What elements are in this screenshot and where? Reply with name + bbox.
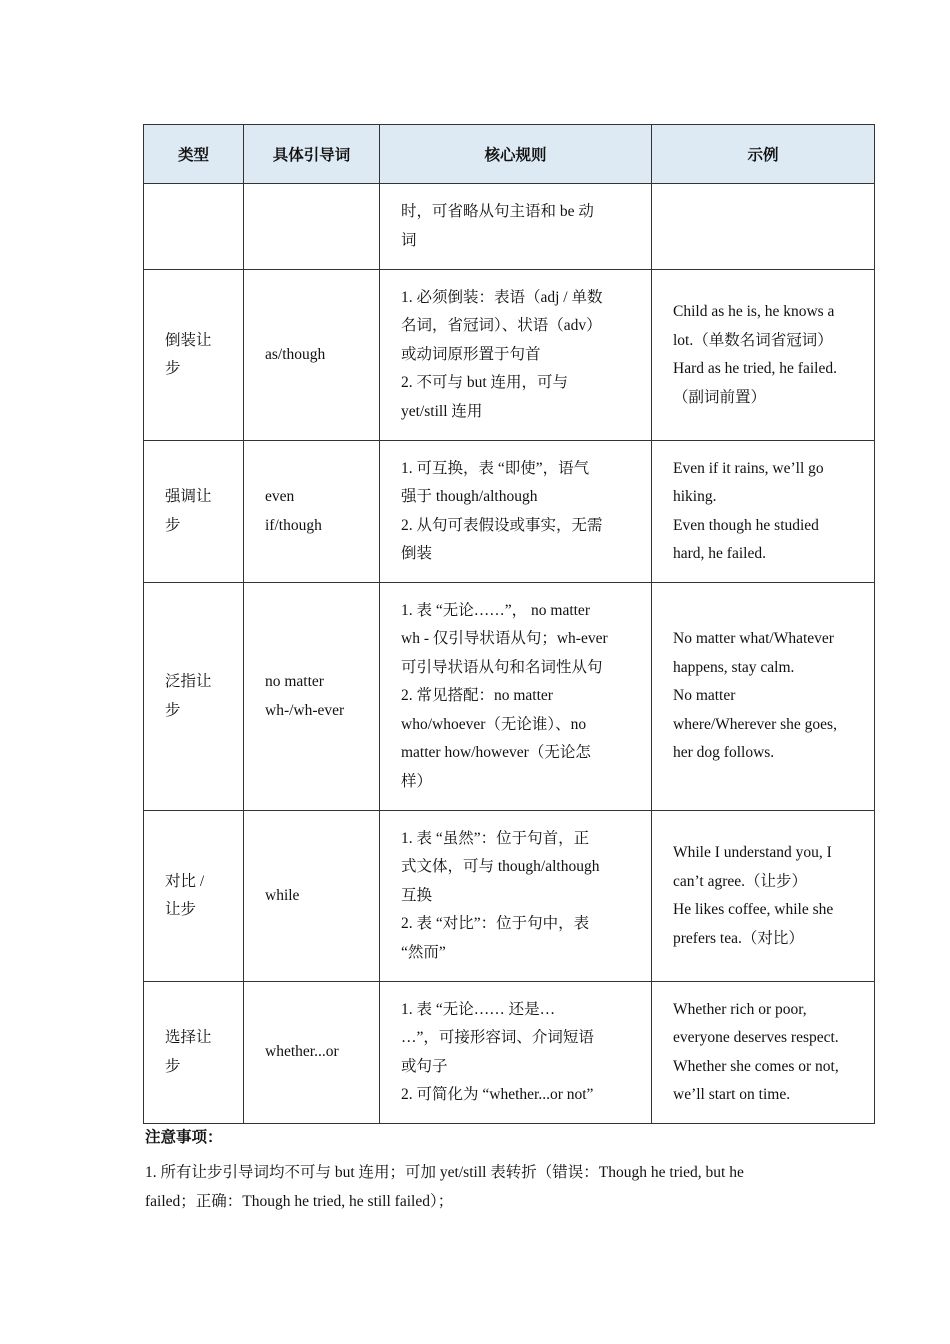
cell-line: 2. 不可与 but 连用，可与 [401, 374, 569, 392]
cell-line: 倒装 [401, 545, 433, 562]
cell-type [144, 583, 244, 811]
cell-line: prefers tea.（对比） [673, 929, 804, 947]
cell-line: 可引导状语从句和名词性从句 [401, 658, 603, 676]
cell-line: 强调让 [165, 488, 212, 505]
cell-examples [652, 982, 875, 1124]
cell-line: while [265, 886, 300, 904]
cell-line: （副词前置） [673, 388, 767, 406]
cell-line: if/though [265, 516, 322, 534]
cell-line: No matter [673, 687, 736, 705]
cell-line: yet/still 连用 [401, 402, 483, 420]
cell-line: wh - 仅引导状语从句；wh-ever [401, 630, 608, 648]
cell-line: 词 [401, 231, 417, 249]
table-row [144, 270, 875, 441]
notes-title: 注意事项： [145, 1128, 223, 1146]
cell-line: matter how/however（无论怎 [401, 744, 591, 762]
header-conjunctions: 具体引导词 [244, 125, 380, 184]
cell-line: “然而” [401, 943, 446, 961]
cell-line: her dog follows. [673, 744, 775, 762]
cell-line: 或动词原形置于句首 [401, 345, 541, 363]
cell-line: Child as he is, he knows a [673, 303, 835, 320]
cell-type [144, 811, 244, 982]
cell-line: Whether rich or poor, [673, 1000, 807, 1018]
cell-line: 1. 表 “无论……”， no matter [401, 601, 590, 619]
cell-type [144, 184, 244, 270]
table-row [144, 982, 875, 1124]
cell-line: wh-/wh-ever [265, 701, 345, 719]
notes-body [145, 1159, 825, 1216]
concessive-clause-table [143, 124, 875, 1124]
cell-line: No matter what/Whatever [673, 630, 834, 648]
table-header-row [144, 125, 875, 184]
cell-line: 样） [401, 772, 433, 790]
cell-line: 2. 从句可表假设或事实，无需 [401, 516, 603, 534]
cell-conjunctions [244, 583, 380, 811]
cell-line: 倒装让 [165, 331, 212, 349]
cell-line: even [265, 488, 295, 505]
cell-line: 1. 必须倒装：表语（adj / 单数 [401, 288, 603, 306]
cell-line: Even though he studied [673, 516, 819, 534]
cell-line: everyone deserves respect. [673, 1029, 839, 1046]
header-examples: 示例 [652, 125, 875, 184]
cell-line: Even if it rains, we’ll go [673, 459, 824, 477]
cell-line: He likes coffee, while she [673, 901, 834, 918]
cell-line: 泛指让 [165, 673, 212, 690]
cell-line: 互换 [401, 886, 433, 904]
cell-line: 步 [165, 1057, 181, 1075]
table-row [144, 441, 875, 583]
header-core-rules: 核心规则 [380, 125, 652, 184]
table-row [144, 583, 875, 811]
cell-line: 选择让 [165, 1029, 212, 1046]
cell-conjunctions [244, 982, 380, 1124]
cell-line: who/whoever（无论谁）、no [401, 715, 587, 733]
cell-line: we’ll start on time. [673, 1086, 791, 1103]
cell-line: 1. 表 “虽然”：位于句首，正 [401, 829, 590, 847]
cell-line: can’t agree.（让步） [673, 872, 807, 890]
cell-examples [652, 441, 875, 583]
cell-line: 2. 常见搭配：no matter [401, 687, 553, 705]
notes-line: 1. 所有让步引导词均不可与 but 连用；可加 yet/still 表转折（错误：Though he tried, but he [145, 1164, 744, 1181]
cell-examples [652, 270, 875, 441]
cell-core-rules [380, 184, 652, 270]
cell-line: 式文体，可与 though/although [401, 858, 600, 876]
cell-core-rules [380, 583, 652, 811]
cell-conjunctions [244, 270, 380, 441]
cell-conjunctions [244, 441, 380, 583]
cell-examples [652, 184, 875, 270]
cell-line: 时，可省略从句主语和 be 动 [401, 203, 594, 220]
cell-examples [652, 811, 875, 982]
notes-line: failed；正确：Though he tried, he still failed）； [145, 1192, 454, 1210]
cell-line: happens, stay calm. [673, 658, 795, 676]
cell-line: 对比 / [165, 872, 205, 890]
cell-line: as/though [265, 345, 326, 363]
cell-line: lot.（单数名词省冠词） [673, 331, 833, 349]
table-row [144, 184, 875, 270]
cell-line: Hard as he tried, he failed. [673, 360, 837, 377]
cell-core-rules [380, 270, 652, 441]
cell-type [144, 441, 244, 583]
cell-line: 强于 though/although [401, 488, 538, 505]
cell-line: While I understand you, I [673, 844, 832, 861]
cell-conjunctions [244, 184, 380, 270]
cell-line: hard, he failed. [673, 545, 766, 562]
table-row [144, 811, 875, 982]
cell-type [144, 270, 244, 441]
cell-line: 1. 可互换，表 “即使”，语气 [401, 459, 590, 477]
cell-line: hiking. [673, 488, 717, 505]
cell-line: where/Wherever she goes, [673, 715, 837, 733]
cell-line: 名词，省冠词）、状语（adv） [401, 317, 602, 335]
cell-line: 1. 表 “无论…… 还是… [401, 1000, 556, 1018]
cell-line: Whether she comes or not, [673, 1057, 839, 1075]
cell-line: 2. 表 “对比”：位于句中，表 [401, 915, 590, 933]
cell-conjunctions [244, 811, 380, 982]
cell-core-rules [380, 811, 652, 982]
cell-core-rules [380, 441, 652, 583]
cell-examples [652, 583, 875, 811]
cell-type [144, 982, 244, 1124]
cell-line: 2. 可简化为 “whether...or not” [401, 1086, 594, 1103]
cell-core-rules [380, 982, 652, 1124]
cell-line: 或句子 [401, 1057, 448, 1075]
cell-line: whether...or [265, 1043, 339, 1061]
cell-line: 步 [165, 360, 181, 377]
cell-line: 让步 [165, 901, 197, 918]
cell-line: 步 [165, 516, 181, 534]
cell-line: no matter [265, 673, 324, 690]
cell-line: 步 [165, 701, 181, 719]
header-type: 类型 [144, 125, 244, 184]
cell-line: …”，可接形容词、介词短语 [401, 1029, 594, 1046]
